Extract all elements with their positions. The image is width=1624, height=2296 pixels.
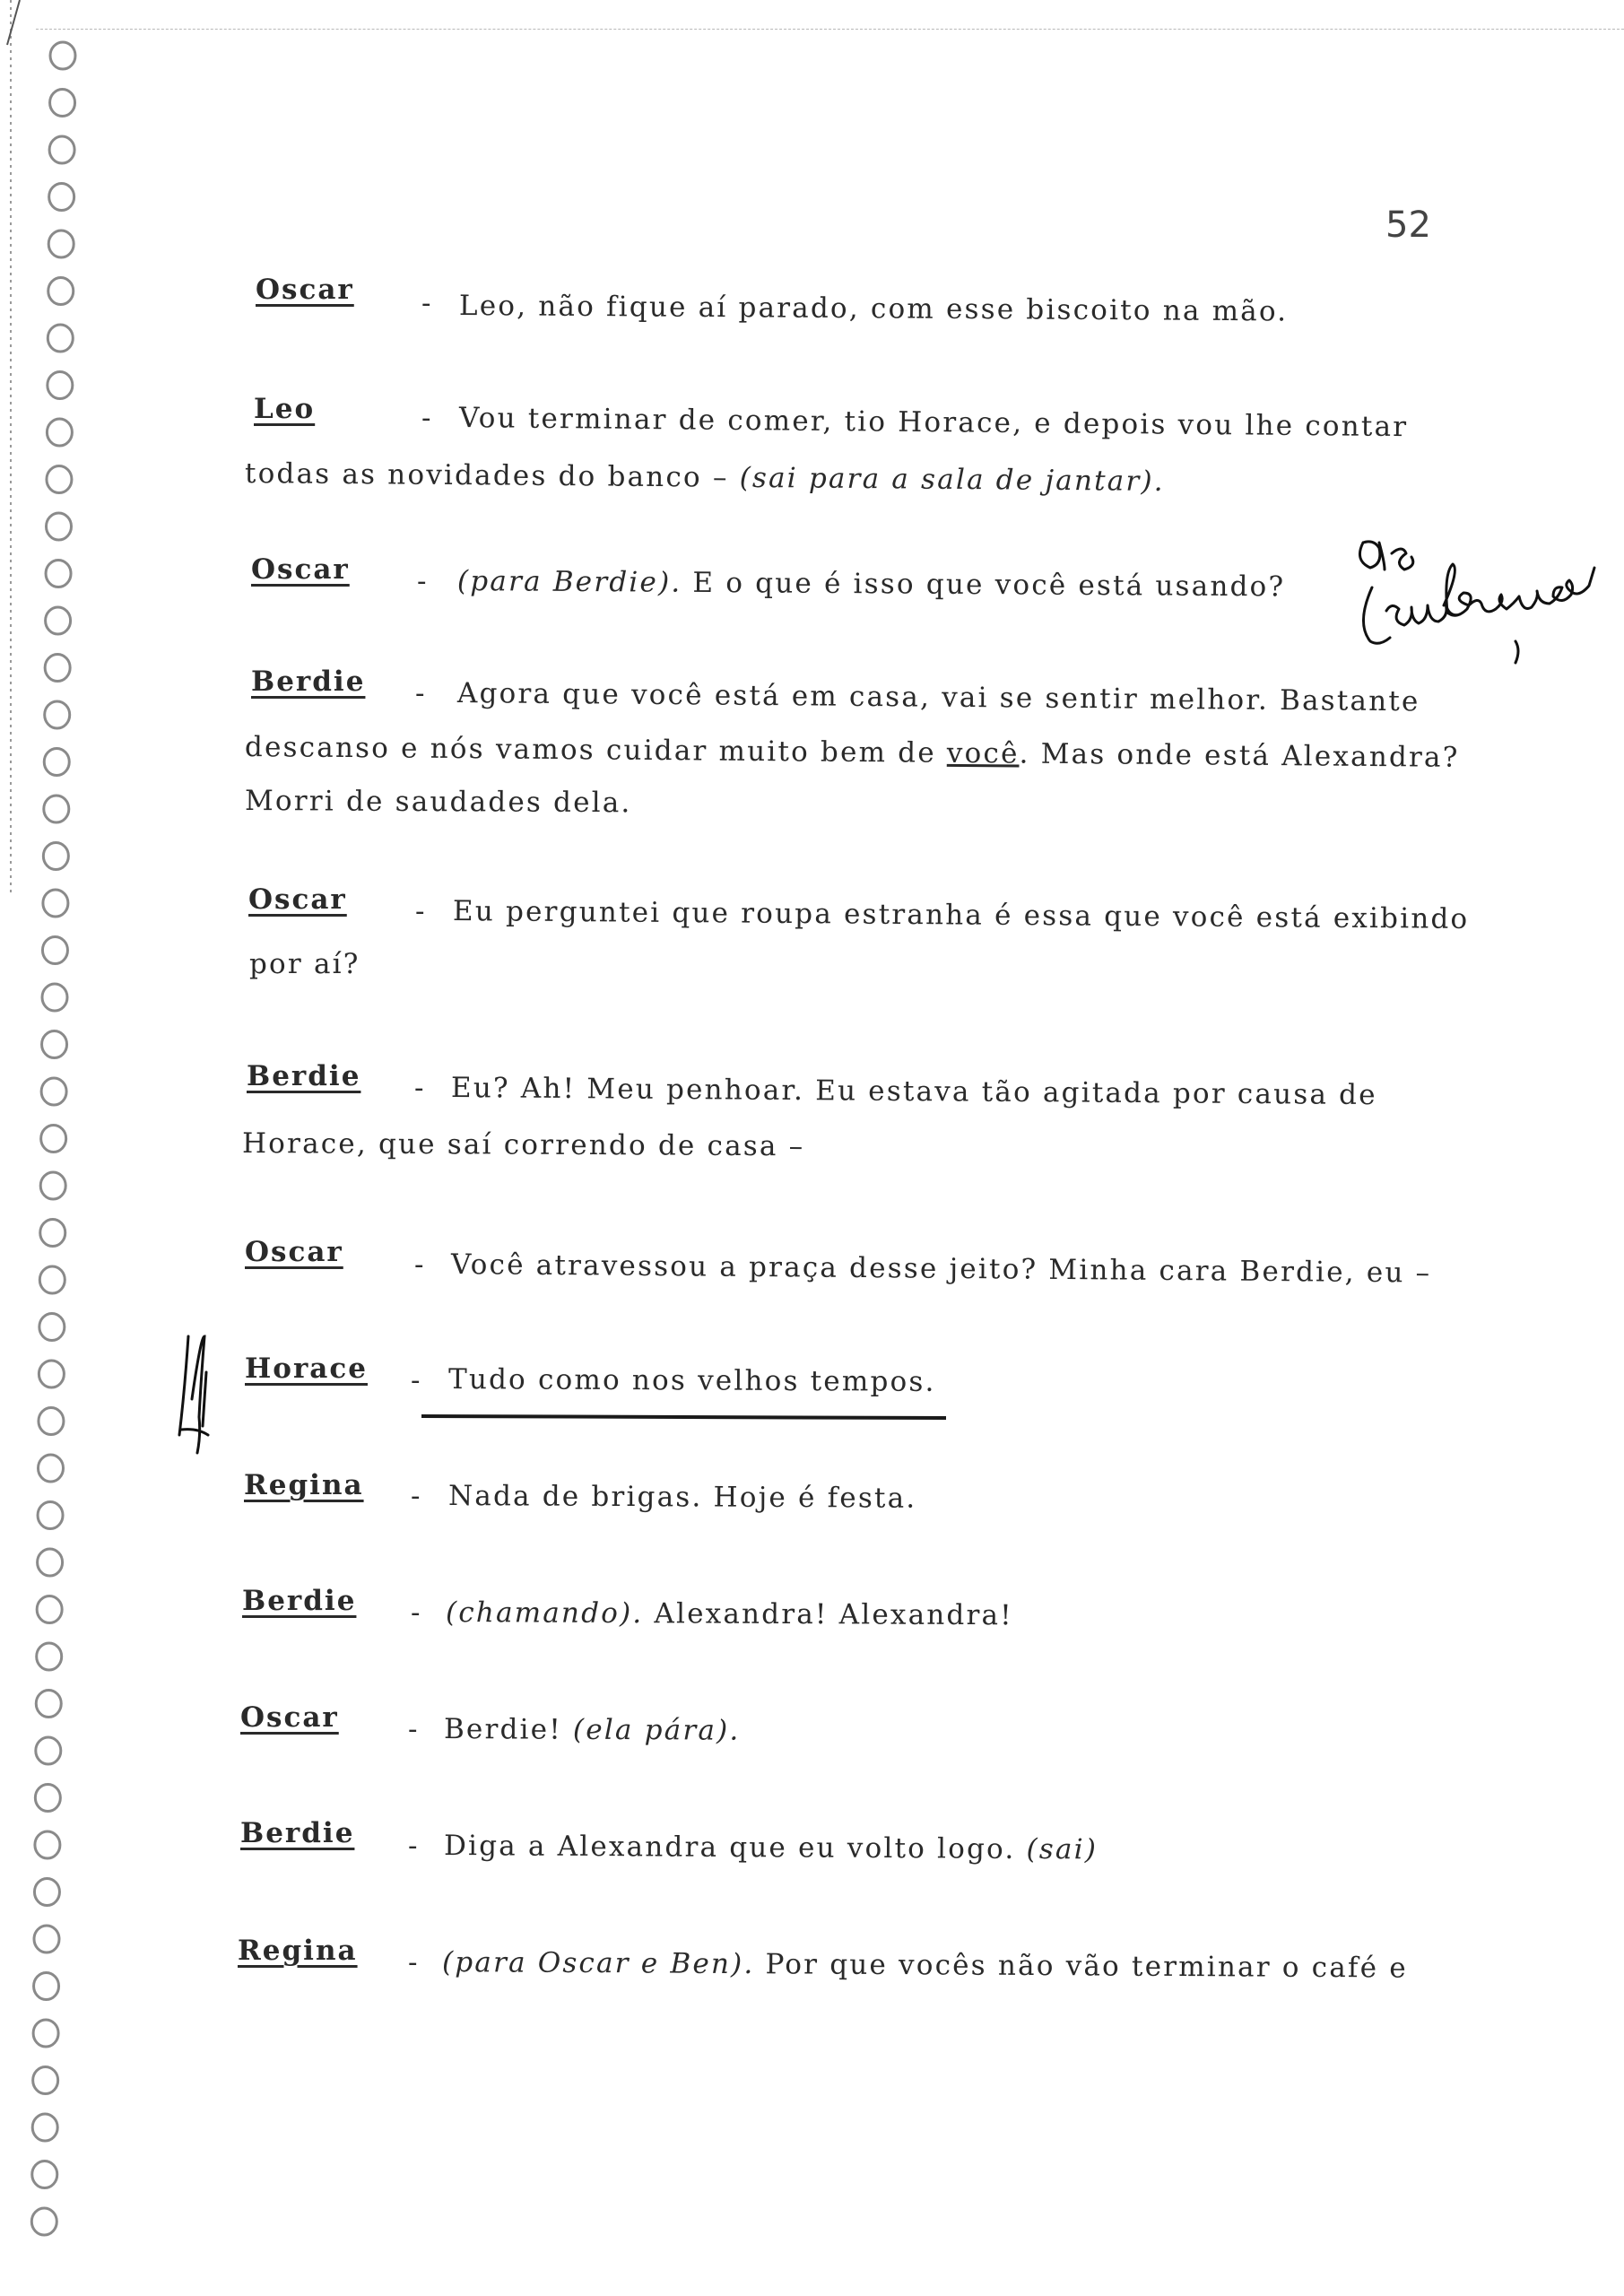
dash: - (408, 1946, 418, 1979)
speaker-label: Oscar (251, 553, 350, 586)
stage-direction: (sai) (1026, 1832, 1099, 1866)
speaker-label: Berdie (240, 1817, 355, 1849)
dialogue-line (457, 565, 1286, 603)
dash: - (411, 1364, 421, 1396)
speaker-label: Oscar (245, 1236, 343, 1268)
binding-hole (41, 1126, 66, 1152)
speaker-label: Berdie (242, 1585, 357, 1617)
dialogue-text: você (946, 736, 1020, 770)
dash: - (415, 677, 425, 709)
binding-hole (34, 1973, 59, 2000)
binding-hole (39, 1266, 65, 1293)
dialogue-text: . Mas onde está Alexandra? (1019, 737, 1460, 774)
binding-hole (48, 372, 73, 399)
binding-hole (35, 1785, 60, 1812)
speaker-label: Regina (244, 1469, 364, 1501)
speaker-label: Berdie (251, 665, 366, 698)
binding-hole (44, 749, 69, 776)
speaker-label: Leo (254, 393, 316, 425)
binding-hole (32, 2161, 57, 2188)
binding-hole (49, 184, 74, 211)
binding-holes (0, 0, 81, 2296)
dialogue-line (242, 1127, 805, 1162)
dialogue-text: Leo, não fique aí parado, com esse biscoito na mão. (458, 290, 1289, 328)
dialogue-text: Nada de brigas. Hoje é festa. (447, 1480, 917, 1515)
dialogue-line (451, 1072, 1377, 1111)
speaker-label: Oscar (240, 1701, 339, 1734)
binding-hole (45, 655, 70, 682)
dash: - (408, 1713, 418, 1745)
dialogue-line (453, 895, 1470, 935)
binding-hole (44, 796, 69, 822)
speaker-label: Berdie (247, 1060, 361, 1092)
binding-hole (47, 513, 72, 540)
dialogue-line (446, 1596, 1013, 1631)
binding-hole (34, 1926, 59, 1952)
stage-direction: (para Berdie). (456, 565, 682, 599)
binding-hole (40, 1172, 65, 1199)
speaker-label: Oscar (256, 274, 354, 306)
binding-hole (45, 701, 70, 728)
binding-hole (42, 1031, 67, 1058)
dialogue-text: por aí? (249, 948, 360, 980)
dialogue-text: Berdie! (443, 1713, 574, 1746)
binding-hole (49, 136, 74, 163)
binding-hole (38, 1549, 63, 1576)
binding-hole (46, 607, 71, 634)
dialogue-line (245, 785, 632, 819)
dialogue-text: Por que vocês não vão terminar o café e (754, 1948, 1408, 1985)
dialogue-text: Vou terminar de comer, tio Horace, e depois vou lhe contar (458, 402, 1409, 444)
binding-hole (37, 1643, 62, 1670)
speaker-label: Oscar (248, 883, 347, 916)
dialogue-line (448, 1480, 917, 1515)
cut-mark (170, 1318, 977, 1471)
page-number: 52 (1385, 204, 1431, 246)
dialogue-text: Diga a Alexandra que eu volto logo. (443, 1830, 1027, 1866)
binding-hole (46, 561, 71, 587)
dash: - (411, 1480, 421, 1512)
dialogue-line (442, 1946, 1408, 1985)
binding-hole (43, 843, 68, 870)
stage-direction: (sai para a sala de jantar). (739, 461, 1165, 498)
dialogue-line (444, 1713, 741, 1747)
dialogue-line (249, 948, 360, 980)
dash: - (414, 1072, 424, 1104)
binding-hole (33, 2020, 58, 2047)
dialogue-line (444, 1830, 1098, 1866)
dialogue-text: todas as novidades do banco – (244, 457, 740, 494)
binding-hole (37, 1596, 62, 1623)
stage-direction: (chamando). (445, 1596, 644, 1631)
speaker-label: Regina (238, 1935, 358, 1967)
binding-hole (39, 1361, 64, 1387)
binding-hole (39, 1408, 64, 1435)
dash: - (417, 565, 427, 597)
binding-hole (42, 937, 67, 964)
binding-hole (40, 1220, 65, 1247)
dialogue-text: Você atravessou a praça desse jeito? Minha cara Berdie, eu – (450, 1248, 1432, 1290)
speaker-label: Horace (245, 1352, 368, 1385)
binding-hole (48, 230, 74, 257)
dialogue-text: E o que é isso que você está usando? (682, 566, 1286, 604)
dash: - (421, 287, 431, 319)
stage-direction: (ela pára). (572, 1713, 741, 1747)
binding-hole (50, 90, 75, 117)
dialogue-line (457, 677, 1420, 718)
binding-hole (35, 1831, 60, 1858)
top-rule (36, 29, 1624, 30)
dash: - (414, 1248, 424, 1281)
binding-hole (42, 984, 67, 1011)
dialogue-line (459, 290, 1289, 327)
handwritten-note (1336, 507, 1623, 686)
dialogue-text: Agora que você está em casa, vai se sentir melhor. Bastante (456, 677, 1420, 718)
binding-hole (50, 42, 75, 69)
binding-hole (48, 325, 73, 352)
binding-hole (47, 419, 72, 446)
dash: - (411, 1596, 421, 1629)
binding-hole (33, 2067, 58, 2094)
binding-hole (36, 1737, 61, 1764)
binding-hole (38, 1502, 63, 1529)
binding-hole (31, 2208, 56, 2235)
binding-hole (32, 2114, 57, 2141)
dialogue-text: Morri de saudades dela. (244, 785, 632, 820)
dash: - (415, 895, 425, 927)
dialogue-line (459, 402, 1409, 443)
dash: - (421, 402, 431, 434)
dialogue-text: Tudo como nos velhos tempos. (447, 1363, 936, 1398)
stage-direction: (para Oscar e Ben). (441, 1946, 755, 1981)
dialogue-line (245, 457, 1165, 498)
dialogue-text: Eu perguntei que roupa estranha é essa que você está exibindo (452, 895, 1470, 935)
binding-hole (39, 1314, 65, 1341)
dialogue-text: Alexandra! Alexandra! (643, 1597, 1013, 1632)
dialogue-text: descanso e nós vamos cuidar muito bem de (244, 731, 948, 770)
binding-hole (43, 890, 68, 917)
dash: - (408, 1830, 418, 1862)
binding-hole (34, 1879, 59, 1906)
binding-hole (47, 466, 72, 493)
dialogue-text: Horace, que saí correndo de casa – (241, 1127, 805, 1163)
binding-hole (39, 1455, 64, 1482)
binding-hole (48, 278, 74, 305)
dialogue-line (245, 731, 1460, 774)
dialogue-line (451, 1248, 1432, 1290)
binding-hole (36, 1691, 61, 1718)
binding-hole (41, 1078, 66, 1105)
dialogue-text: Eu? Ah! Meu penhoar. Eu estava tão agitada por causa de (450, 1072, 1377, 1112)
